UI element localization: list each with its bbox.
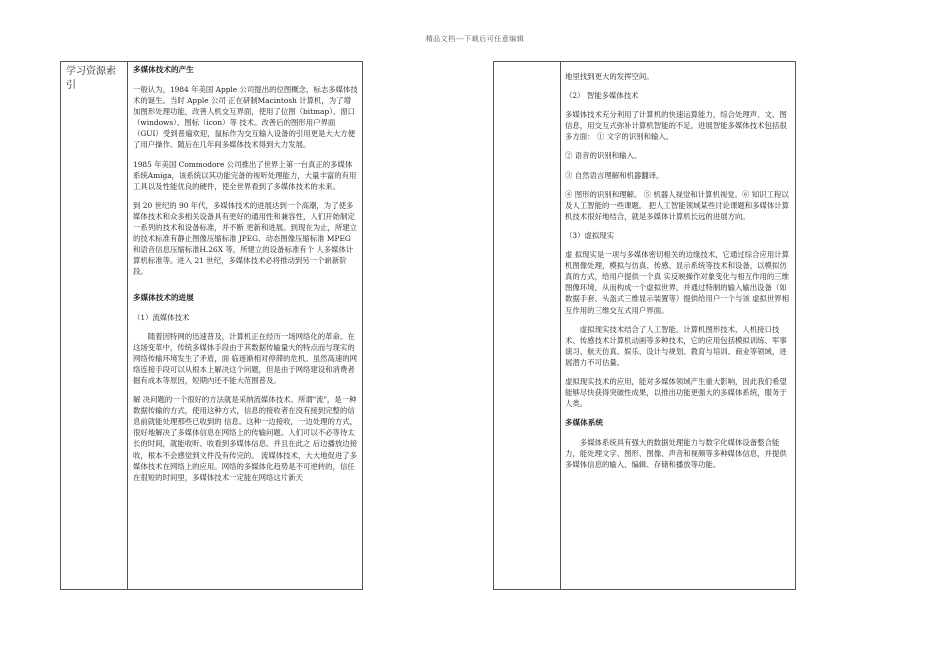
section-heading-multimedia-system: 多媒体系统 xyxy=(565,418,603,428)
left-content xyxy=(128,62,362,589)
paragraph: ④ 图形的识别和理解。 ⑤ 机器人视觉和计算机视觉。⑥ 知识工程以及人工智能的一些课题。 把人工智能领域某些讨论课题和多媒体计算机技术很好地结合，就是多媒体计算机长远的进展方向。 xyxy=(565,189,790,221)
right-content xyxy=(561,62,795,589)
paragraph: ② 语音的识别和输入。 xyxy=(565,151,642,161)
paragraph: （3）虚拟现实 xyxy=(565,230,615,240)
paragraph: 多媒体技术充分利用了计算机的快速运算能力，综合处理声、文、图信息，用交互式弥补计算机智能的不足。进展智能多媒体技术包括很多方面： ① 文字的识别和输入。 xyxy=(565,110,787,142)
paragraph: 虚拟现实技术结合了人工智能、计算机图形技术、人机接口技术、传感技术计算机动画等多种技术，它的应用包括模拟训练、军事演习、航天仿真、娱乐、设计与规划、教育与培训、商业等领域，进展潜力不可估量。 xyxy=(565,324,787,367)
paragraph: （2） 智能多媒体技术 xyxy=(565,91,639,101)
paragraph: 解 决问题的一个很好的方法就是采纳流媒体技术。所谓"流"，是一种数据传输的方式，使用这种方式，信息的接收者在没有接到完整的信息前就能处理那些已收到的 信息。这种一边接收，一边处理的方式，很好地解决了多媒体信息在网络上的传输问题。人们可以不必等待太长的时间，就能收听、收看到多媒体信息。并且在此之 后边播放边接收，根本不会感觉到文件没有传完的。 流媒体技术，大大地促进了多媒体技术在网络上的应用。网络的多媒体化趋势是不可逆转的，信任在很短的时间里，多媒体技术一定能在网络这片新天 xyxy=(133,395,358,482)
paragraph: 一般认为，1984 年美国 Apple 公司提出的位图概念，标志多媒体技术的诞生。当时 Apple 公司 正在研制Macintosh 计算机，为了增加图形处理功能，改善人机交互界面，使用了位图（bitmap）、窗口（windows）、图标（icon）等 技术。改善后的图形用户界面（GUI）受到普遍欢迎，鼠标作为交互输入设备的引用更是大大方便了用户操作。随后在几年间多媒体技术得到大力发展。 xyxy=(133,85,358,150)
section-heading-origin: 多媒体技术的产生 xyxy=(133,65,194,74)
header-watermark: 精品文档---下载后可任意编辑 xyxy=(425,35,525,43)
paragraph: ③ 自然语言理解和机器翻译。 xyxy=(565,170,664,180)
paragraph: 虚拟现实技术的应用，能对多媒体领域产生重大影响，因此我们希望能够尽快获得突破性成果，以推出功能更强大的多媒体系统，服务于人类。 xyxy=(565,376,787,409)
paragraph: 虚 拟现实是一项与多媒体密切相关的边缘技术，它通过综合应用计算机图像处理，模拟与仿真、传感、显示系统等技术和设备，以模拟仿真的方式，给用户提供一个真 实反映操作对象变化与相互作用的三维图像环境，从而构成一个虚拟世界，并通过特制的输入输出设备（如数据手套、头盔式三维显示装置等）提供给用户一个与该 虚拟世界相互作用的三维交互式用户界面。 xyxy=(565,250,790,315)
empty-label-cell xyxy=(494,62,561,589)
paragraph: 随着因特网的迅速普及，计算机正在经历一场网络化的革命。在这场变革中，传统多媒体手段由于其数据传输量大的特点而与现实的网络传输环境发生了矛盾，面 临逐渐相对停滞的危机。虽然高速的网络连接手段可以从根本上解决这个问题，但是由于网络建设和消费者掘有成本等原因，短期内还不能大范围普及。 xyxy=(133,331,358,385)
left-table xyxy=(60,61,363,590)
resource-index-label: 学习资源索引 xyxy=(61,62,128,589)
paragraph: （1）流媒体技术 xyxy=(133,312,190,322)
paragraph: 到 20 世纪的 90 年代，多媒体技术的进展达到一个高潮，为了使多媒体技术和众多相关设备具有更好的通用性和兼容性，人们开始制定一系列的技术和设备标准，并不断 更新和进展。到现在为止，所建立的技术标准有静止图像压缩标准 JPEG、动态图像压缩标准 MPEG 和语音信息压缩标准H.26X 等，所建立的设备标准有个 人多媒体计算机标准等。进入 21 世纪，多媒体技术必将推动到另一个崭新阶段。 xyxy=(133,200,358,277)
right-table xyxy=(493,61,796,590)
paragraph: 1985 年美国 Commodore 公司推出了世界上第一台真正的多媒体系统Amiga，该系统以其功能完备的视听处理能力，大量丰富的有用工具以及性能优良的硬件，使全世界看到了多媒体技术的未来。 xyxy=(133,159,357,191)
paragraph: 多媒体系统具有强大的数据处理能力与数字化媒体设备整合能力，能处理文字、图形、图像、声音和视频等多种媒体信息，并提供多媒体信息的输入、编辑、存储和播放等功能。 xyxy=(565,438,787,470)
paragraph: 地里找到更大的发挥空间。 xyxy=(565,72,654,81)
section-heading-development: 多媒体技术的进展 xyxy=(133,292,194,302)
